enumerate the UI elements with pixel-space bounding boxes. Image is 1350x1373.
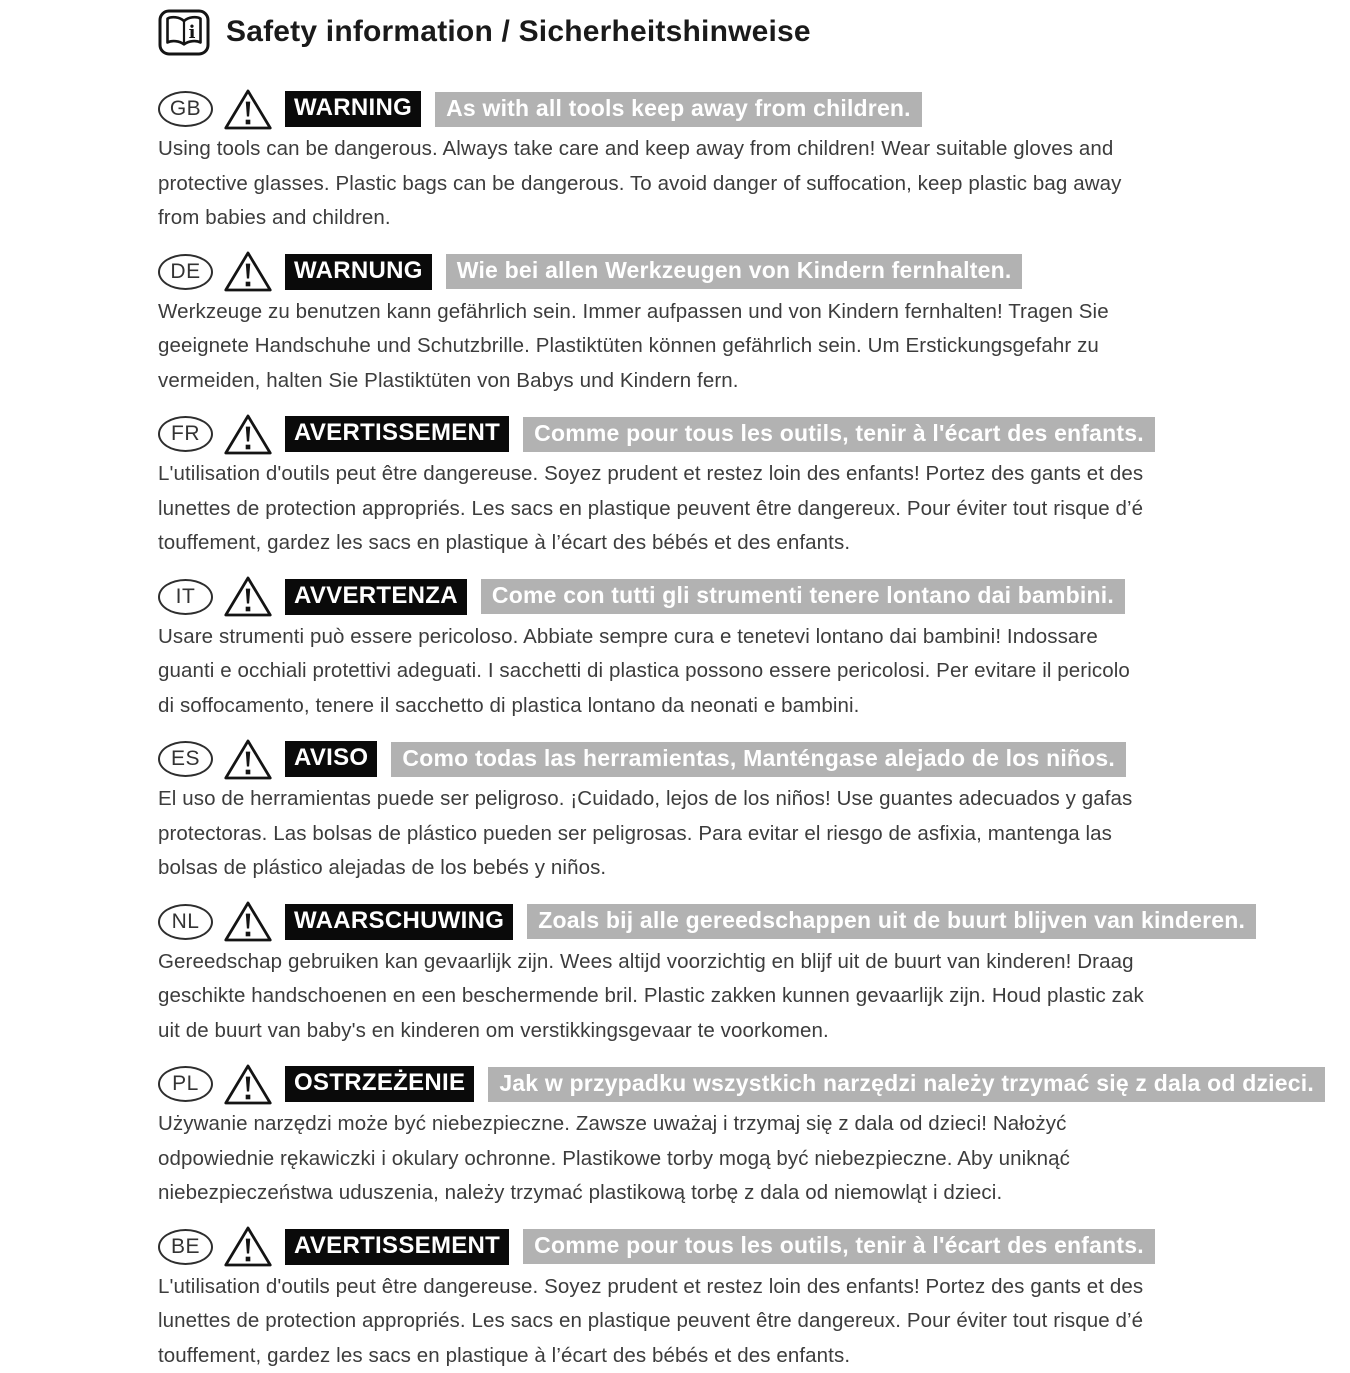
body-text-line: uit de buurt van baby's en kinderen om verstikkingsgevaar te voorkomen. — [158, 1014, 1350, 1049]
language-section — [158, 88, 1350, 236]
warning-word-badge: WARNING — [285, 91, 421, 127]
warning-word-badge: AVVERTENZA — [285, 579, 467, 615]
warning-headline: Comme pour tous les outils, tenir à l'écart des enfants. — [523, 1229, 1155, 1264]
body-text-line: protectoras. Las bolsas de plástico pueden ser peligrosas. Para evitar el riesgo de asfixia, mantenga las — [158, 817, 1350, 852]
warning-word-badge: AVISO — [285, 741, 377, 777]
warning-word-badge: WAARSCHUWING — [285, 904, 513, 940]
body-text-line: touffement, gardez les sacs en plastique à l’écart des bébés et des enfants. — [158, 1339, 1350, 1373]
body-text-line: niebezpieczeństwa uduszenia, należy trzymać plastikową torbę z dala od niemowląt i dzieci. — [158, 1176, 1350, 1211]
language-section — [158, 738, 1350, 886]
warning-triangle-icon — [223, 737, 273, 782]
warning-word-badge: WARNUNG — [285, 254, 432, 290]
warning-word-badge: AVERTISSEMENT — [285, 416, 509, 452]
language-section — [158, 1063, 1350, 1211]
language-code-badge: GB — [158, 91, 213, 127]
body-text-line: L'utilisation d'outils peut être dangereuse. Soyez prudent et restez loin des enfants! Portez des gants et des — [158, 1270, 1350, 1305]
warning-headline: Como todas las herramientas, Manténgase alejado de los niños. — [391, 742, 1126, 777]
warning-badge-row — [158, 1226, 1350, 1268]
svg-text:i: i — [189, 22, 196, 43]
warning-headline: Wie bei allen Werkzeugen von Kindern fernhalten. — [446, 254, 1023, 289]
body-text-line: geeignete Handschuhe und Schutzbrille. Plastiktüten können gefährlich sein. Um Erstickungsgefahr zu — [158, 329, 1350, 364]
warning-headline: Jak w przypadku wszystkich narzędzi należy trzymać się z dala od dzieci. — [488, 1067, 1325, 1102]
warning-triangle-icon — [223, 87, 273, 132]
body-text-line: from babies and children. — [158, 201, 1350, 236]
language-code-badge: DE — [158, 254, 213, 290]
language-section — [158, 251, 1350, 399]
body-text-line: Werkzeuge zu benutzen kann gefährlich sein. Immer aufpassen und von Kindern fernhalten! Tragen Sie — [158, 295, 1350, 330]
warning-triangle-icon — [223, 1062, 273, 1107]
body-text-line: odpowiednie rękawiczki i okulary ochronne. Plastikowe torby mogą być niebezpieczne. Aby uniknąć — [158, 1142, 1350, 1177]
warning-badge-row — [158, 251, 1350, 293]
page-header — [158, 8, 1350, 56]
warning-badge-row — [158, 413, 1350, 455]
warning-badge-row — [158, 1063, 1350, 1105]
warning-headline: Come con tutti gli strumenti tenere lontano dai bambini. — [481, 579, 1125, 614]
warning-headline: Zoals bij alle gereedschappen uit de buurt blijven van kinderen. — [527, 904, 1256, 939]
language-section — [158, 413, 1350, 561]
body-text-line: Używanie narzędzi może być niebezpieczne. Zawsze uważaj i trzymaj się z dala od dzieci! Nałożyć — [158, 1107, 1350, 1142]
language-code-badge: PL — [158, 1066, 213, 1102]
sections — [158, 88, 1350, 1373]
warning-word-badge: AVERTISSEMENT — [285, 1229, 509, 1265]
language-section — [158, 901, 1350, 1049]
warning-badge-row — [158, 88, 1350, 130]
body-text-line: lunettes de protection appropriés. Les sacs en plastique peuvent être dangereux. Pour éviter tout risque d’é — [158, 1304, 1350, 1339]
body-text-line: guanti e occhiali protettivi adeguati. I sacchetti di plastica possono essere pericolosi. Per evitare il pericolo — [158, 654, 1350, 689]
language-section — [158, 576, 1350, 724]
body-text-line: bolsas de plástico alejadas de los bebés y niños. — [158, 851, 1350, 886]
warning-badge-row — [158, 901, 1350, 943]
warning-badge-row — [158, 576, 1350, 618]
body-text-line: El uso de herramientas puede ser peligroso. ¡Cuidado, lejos de los niños! Use guantes adecuados y gafas — [158, 782, 1350, 817]
warning-triangle-icon — [223, 249, 273, 294]
language-code-badge: IT — [158, 579, 213, 615]
warning-word-badge: OSTRZEŻENIE — [285, 1066, 474, 1102]
body-text-line: Usare strumenti può essere pericoloso. Abbiate sempre cura e tenetevi lontano dai bambini! Indossare — [158, 620, 1350, 655]
warning-triangle-icon — [223, 574, 273, 619]
body-text-line: Using tools can be dangerous. Always take care and keep away from children! Wear suitable gloves and — [158, 132, 1350, 167]
body-text-line: geschikte handschoenen en een beschermende bril. Plastic zakken kunnen gevaarlijk zijn. Houd plastic zak — [158, 979, 1350, 1014]
body-text-line: protective glasses. Plastic bags can be dangerous. To avoid danger of suffocation, keep plastic bag away — [158, 167, 1350, 202]
warning-headline: Comme pour tous les outils, tenir à l'écart des enfants. — [523, 417, 1155, 452]
language-code-badge: FR — [158, 416, 213, 452]
warning-triangle-icon — [223, 1224, 273, 1269]
body-text-line: vermeiden, halten Sie Plastiktüten von Babys und Kindern fern. — [158, 364, 1350, 399]
body-text-line: Gereedschap gebruiken kan gevaarlijk zijn. Wees altijd voorzichtig en blijf uit de buurt van kinderen! Draag — [158, 945, 1350, 980]
language-code-badge: BE — [158, 1229, 213, 1265]
body-text-line: L'utilisation d'outils peut être dangereuse. Soyez prudent et restez loin des enfants! Portez des gants et des — [158, 457, 1350, 492]
body-text-line: di soffocamento, tenere il sacchetto di plastica lontano da neonati e bambini. — [158, 689, 1350, 724]
warning-headline: As with all tools keep away from children. — [435, 92, 922, 127]
warning-badge-row — [158, 738, 1350, 780]
language-section — [158, 1226, 1350, 1373]
instruction-manual-book-icon — [158, 9, 210, 56]
warning-triangle-icon — [223, 899, 273, 944]
body-text-line: touffement, gardez les sacs en plastique à l’écart des bébés et des enfants. — [158, 526, 1350, 561]
body-text-line: lunettes de protection appropriés. Les sacs en plastique peuvent être dangereux. Pour éviter tout risque d’é — [158, 492, 1350, 527]
language-code-badge: NL — [158, 904, 213, 940]
page-title: Safety information / Sicherheitshinweise — [226, 15, 811, 49]
language-code-badge: ES — [158, 741, 213, 777]
warning-triangle-icon — [223, 412, 273, 457]
